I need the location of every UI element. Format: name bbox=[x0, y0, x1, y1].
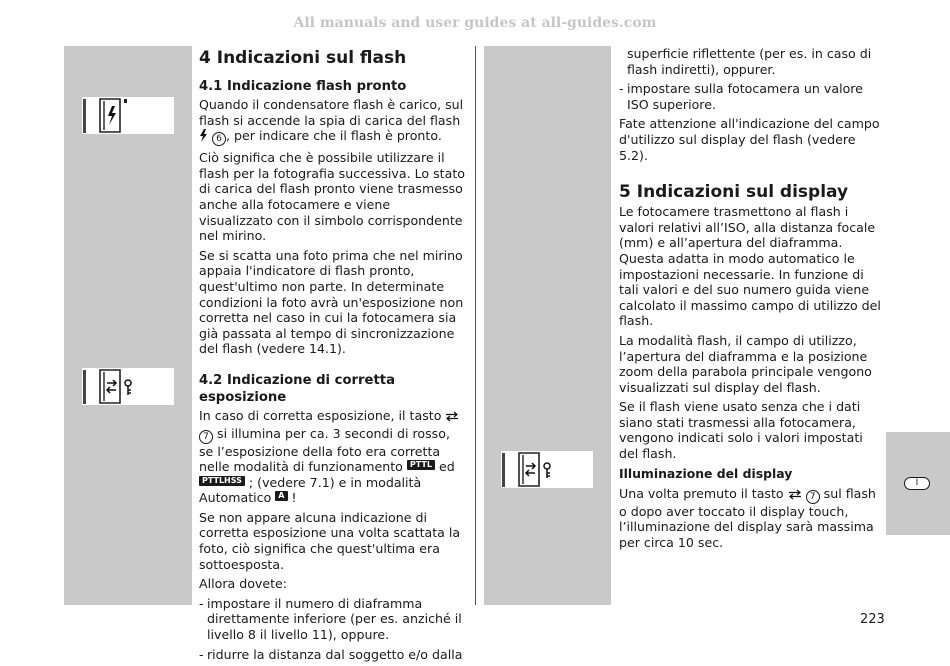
illumination-heading: Illuminazione del display bbox=[619, 465, 793, 481]
lightning-bolt-icon bbox=[199, 129, 208, 146]
exposure-ok-display-icon bbox=[82, 368, 174, 405]
flash-ready-display-icon bbox=[82, 97, 174, 134]
column-divider bbox=[475, 46, 476, 605]
paragraph: Ciò significa che è possibile utilizzare il flash per la fotografia successiva. Lo stato di carica del flash pronto viene trasmesso anche alla fotocamere e viene visualizzato con il simbolo corrispondente nel mirino. bbox=[199, 150, 465, 244]
section-5-heading: 5 Indicazioni sul display bbox=[619, 182, 849, 203]
section-4-heading: 4 Indicazioni sul flash bbox=[199, 48, 407, 68]
list-item: - impostare sulla fotocamera un valore ISO superiore. bbox=[619, 81, 863, 112]
pttl-badge: PTTL bbox=[407, 460, 435, 470]
section-4-1-heading: 4.1 Indicazione flash pronto bbox=[199, 79, 407, 94]
ref-number: 7 bbox=[199, 430, 213, 444]
paragraph: La modalità flash, il campo di utilizzo, l’apertura del diaframma e la posizione zoom della parabola principale vengono visualizzati sul display del flash. bbox=[619, 332, 872, 395]
paragraph: Le fotocamere trasmettono al flash i valori relativi all’ISO, alla distanza focale (mm) e all’apertura del diaframma. Questa adatta in modo automatico le impostazioni necessarie. In funzione di tali valori e del suo numero guida viene calcolato il massimo campo di utilizzo del flash. bbox=[619, 204, 881, 329]
list-item: - ridurre la distanza dal soggetto e/o dalla bbox=[199, 646, 463, 662]
swap-arrows-icon bbox=[445, 410, 459, 426]
right-column bbox=[619, 46, 881, 554]
flash-ready-paragraph: Quando il condensatore flash è carico, sul flash si accende la spia di carica del flash 6 , per indicare che il flash è pronto. bbox=[199, 97, 464, 145]
ref-number: 6 bbox=[212, 132, 226, 146]
paragraph: Fate attenzione all'indicazione del campo d'utilizzo sul display del flash (vedere 5.2). bbox=[619, 116, 880, 163]
display-illumination-icon bbox=[501, 451, 593, 488]
pttlhss-badge: PTTLHSS bbox=[199, 476, 245, 486]
paragraph: Se non appare alcuna indicazione di corretta esposizione una volta scattata la foto, ciò significa che quest'ultima era sottoesposta. bbox=[199, 509, 461, 572]
section-4-2-heading: 4.2 Indicazione di corretta esposizione bbox=[199, 372, 395, 405]
exposure-paragraph: In caso di corretta esposizione, il tasto 7 si illumina per ca. 3 secondi di rosso, se l’esposizione della foto era corretta nelle modalità di funzionamento PTTL ed PTTLHSS ; (vedere 7.1) e in modalità Automatico A ! bbox=[199, 408, 467, 506]
language-tab-label: I bbox=[904, 477, 930, 490]
paragraph: Allora dovete: bbox=[199, 576, 288, 592]
left-column bbox=[199, 46, 467, 666]
list-item: - impostare il numero di diaframma direttamente inferiore (per es. anziché il livello 8 il livello 11), oppure. bbox=[199, 595, 462, 643]
swap-arrows-icon bbox=[788, 488, 802, 504]
paragraph: Se il flash viene usato senza che i dati siano stati trasmessi alla fotocamera, vengono indicati solo i valori impostati del flash. bbox=[619, 399, 863, 462]
continued-text: superficie riflettente (per es. in caso di flash indiretti), oppurer. bbox=[627, 46, 872, 77]
illumination-paragraph: Una volta premuto il tasto 7 sul flash o dopo aver toccato il display touch, l’illuminazione del display sarà massima per circa 10 sec. bbox=[619, 485, 876, 550]
watermark: All manuals and user guides at all-guides.com bbox=[293, 15, 657, 31]
middle-margin-panel bbox=[484, 46, 611, 605]
paragraph: Se si scatta una foto prima che nel mirino appaia l'indicatore di flash pronto, quest'ultimo non parte. In determinate condizioni la foto avrà un'esposizione non corretta nel caso in cui la fotocamera sia già passata al tempo di sincronizzazione del flash (vedere 14.1). bbox=[199, 247, 464, 357]
page-number: 223 bbox=[860, 612, 885, 627]
language-tab bbox=[886, 432, 950, 535]
ref-number: 7 bbox=[806, 490, 820, 504]
auto-mode-badge: A bbox=[275, 491, 287, 501]
